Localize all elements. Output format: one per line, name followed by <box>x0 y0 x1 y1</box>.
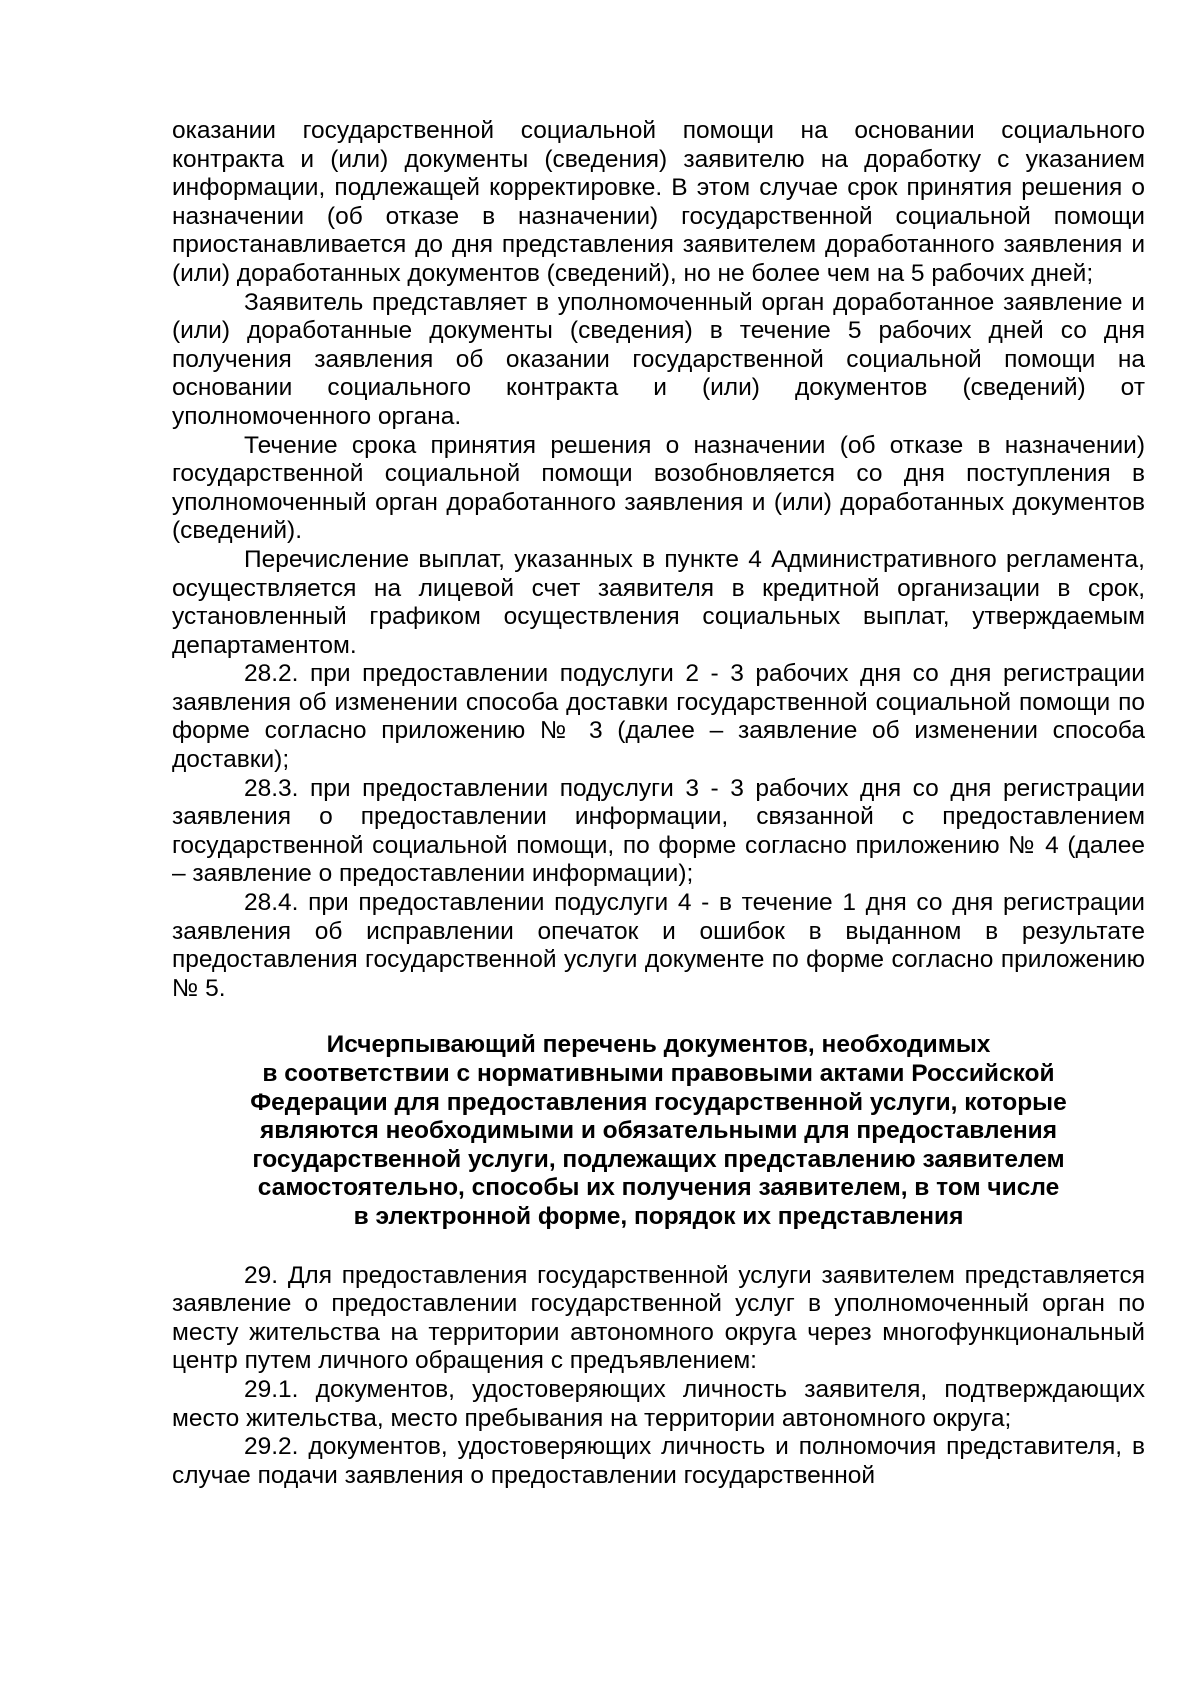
section-heading <box>172 1031 1145 1231</box>
paragraph-29: 29. Для предоставления государственной услуги заявителем представляется заявление о предоставлении государственной услуг в уполномоченный орган по месту жительства на территории автономного округа через многофункциональный центр путем личного обращения с предъявлением: <box>172 1261 1145 1375</box>
heading-line: Исчерпывающий перечень документов, необходимых <box>326 1031 991 1059</box>
paragraph-payment-transfer: Перечисление выплат, указанных в пункте 4 Административного регламента, осуществляется на лицевой счет заявителя в кредитной организации в срок, установленный графиком осуществления социальных выплат, утверждаемым департаментом. <box>172 545 1145 659</box>
paragraph-applicant-resubmission: Заявитель представляет в уполномоченный орган доработанное заявление и (или) доработанные документы (сведения) в течение 5 рабочих дней со дня получения заявления об оказании государственной социальной помощи на основании социального контракта и (или) документов (сведений) от уполномоченного органа. <box>172 288 1145 430</box>
paragraph-continuation: оказании государственной социальной помощи на основании социального контракта и (или) документы (сведения) заявителю на доработку с указанием информации, подлежащей корректировке. В этом случае срок принятия решения о назначении (об отказе в назначении) государственной социальной помощи приостанавливается до дня представления заявителем доработанного заявления и (или) доработанных документов (сведений), но не более чем на 5 рабочих дней; <box>172 117 1145 287</box>
paragraph-28-4: 28.4. при предоставлении подуслуги 4 - в течение 1 дня со дня регистрации заявления об исправлении опечаток и ошибок в выданном в результате предоставления государственной услуги документе по форме согласно приложению № 5. <box>172 889 1145 1002</box>
heading-line: Федерации для предоставления государственной услуги, которые <box>250 1088 1067 1116</box>
heading-line: являются необходимыми и обязательными для предоставления <box>259 1117 1058 1145</box>
heading-line: самостоятельно, способы их получения заявителем, в том числе <box>257 1174 1060 1202</box>
spacer <box>172 1232 1145 1262</box>
paragraph-29-2: 29.2. документов, удостоверяющих личность и полномочия представителя, в случае подачи заявления о предоставлении государственной <box>172 1433 1145 1489</box>
paragraph-term-resumption: Течение срока принятия решения о назначении (об отказе в назначении) государственной социальной помощи возобновляется со дня поступления в уполномоченный орган доработанного заявления и (или) доработанных документов (сведений). <box>172 431 1145 545</box>
paragraph-29-1: 29.1. документов, удостоверяющих личность заявителя, подтверждающих место жительства, место пребывания на территории автономного округа; <box>172 1375 1145 1432</box>
spacer <box>172 1003 1145 1031</box>
heading-line: в соответствии с нормативными правовыми актами Российской <box>262 1060 1055 1087</box>
document-body <box>172 117 1145 1490</box>
paragraph-28-3: 28.3. при предоставлении подуслуги 3 - 3 рабочих дня со дня регистрации заявления о предоставлении информации, связанной с предоставлением государственной социальной помощи, по форме согласно приложению № 4 (далее – заявление о предоставлении информации); <box>172 774 1145 888</box>
heading-line: государственной услуги, подлежащих представлению заявителем <box>252 1145 1065 1173</box>
heading-line: в электронной форме, порядок их представления <box>353 1202 964 1230</box>
paragraph-28-2: 28.2. при предоставлении подуслуги 2 - 3 рабочих дня со дня регистрации заявления об изменении способа доставки государственной социальной помощи по форме согласно приложению № 3 (далее – заявление об изменении способа доставки); <box>172 660 1145 774</box>
